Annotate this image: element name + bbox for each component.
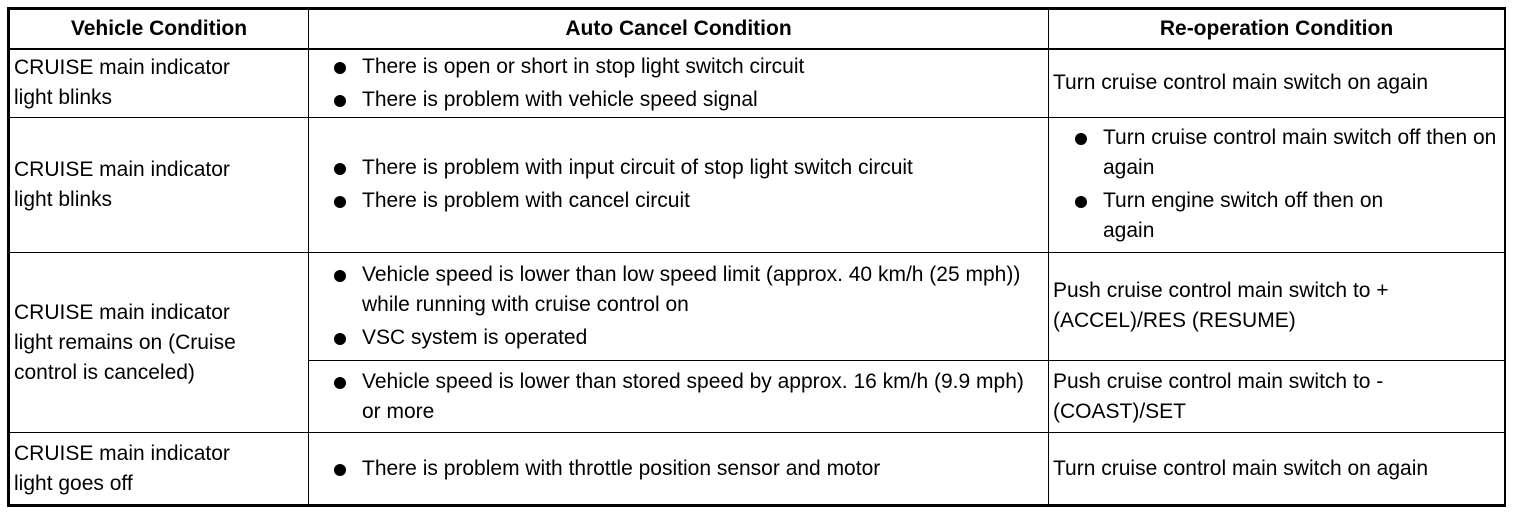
- auto-cancel-cell: [309, 433, 1049, 505]
- auto-cancel-list: [313, 52, 1044, 115]
- bullet-icon: [1075, 133, 1087, 145]
- bullet-icon: [334, 62, 346, 74]
- list-item-text: There is problem with throttle position sensor and motor: [362, 456, 881, 480]
- bullet-icon: [334, 464, 346, 476]
- vehicle-condition-cell: CRUISE main indicator light goes off: [10, 433, 309, 505]
- auto-cancel-list: [313, 454, 1044, 484]
- bullet-icon: [334, 377, 346, 389]
- reoperation-cell: Turn cruise control main switch on again: [1049, 49, 1505, 117]
- list-item-text: There is open or short in stop light switch circuit: [362, 54, 805, 78]
- reoperation-cell: Push cruise control main switch to + (ACCEL)/RES (RESUME): [1049, 252, 1505, 360]
- reoperation-cell: Turn cruise control main switch on again: [1049, 433, 1505, 505]
- cruise-control-table-frame: [7, 7, 1506, 507]
- list-item-text: There is problem with cancel circuit: [362, 189, 690, 213]
- auto-cancel-cell: [309, 360, 1049, 433]
- reoperation-cell: Push cruise control main switch to - (COAST)/SET: [1049, 360, 1505, 433]
- header-reoperation-condition: Re-operation Condition: [1049, 10, 1505, 50]
- auto-cancel-list: [313, 153, 1044, 216]
- list-item: [1053, 186, 1500, 246]
- list-item: [313, 367, 1044, 427]
- list-item: [313, 52, 1044, 82]
- table-row: [10, 252, 1505, 360]
- list-item: [313, 186, 1044, 216]
- auto-cancel-list: [313, 367, 1044, 427]
- header-auto-cancel-condition: Auto Cancel Condition: [309, 10, 1049, 50]
- list-item-text: Vehicle speed is lower than low speed limit (approx. 40 km/h (25 mph)) while running with cruise control on: [362, 262, 1021, 316]
- vehicle-condition-cell: CRUISE main indicator light blinks: [10, 49, 309, 117]
- list-item-text: Vehicle speed is lower than stored speed by approx. 16 km/h (9.9 mph) or more: [362, 369, 1024, 423]
- bullet-icon: [334, 333, 346, 345]
- bullet-icon: [334, 95, 346, 107]
- header-vehicle-condition: Vehicle Condition: [10, 10, 309, 50]
- list-item: [313, 454, 1044, 484]
- list-item: [313, 323, 1044, 353]
- auto-cancel-table: [9, 9, 1505, 505]
- list-item: [313, 260, 1044, 320]
- auto-cancel-cell: [309, 117, 1049, 252]
- auto-cancel-cell: [309, 49, 1049, 117]
- reoperation-cell: [1049, 117, 1505, 252]
- bullet-icon: [334, 163, 346, 175]
- list-item: [313, 85, 1044, 115]
- list-item-text: There is problem with input circuit of stop light switch circuit: [362, 156, 913, 180]
- table-row: [10, 117, 1505, 252]
- auto-cancel-cell: [309, 252, 1049, 360]
- header-row: [10, 10, 1505, 50]
- list-item-text: Turn cruise control main switch off then on again: [1103, 126, 1497, 180]
- table-row: [10, 49, 1505, 117]
- bullet-icon: [334, 196, 346, 208]
- list-item: [1053, 123, 1500, 183]
- table-row: [10, 433, 1505, 505]
- vehicle-condition-cell: CRUISE main indicator light remains on (Cruise control is canceled): [10, 252, 309, 433]
- auto-cancel-list: [313, 260, 1044, 353]
- bullet-icon: [1075, 196, 1087, 208]
- vehicle-condition-cell: CRUISE main indicator light blinks: [10, 117, 309, 252]
- reoperation-list: [1053, 123, 1500, 246]
- list-item-text: Turn engine switch off then on again: [1103, 189, 1384, 243]
- list-item-text: VSC system is operated: [362, 325, 588, 349]
- list-item: [313, 153, 1044, 183]
- bullet-icon: [334, 270, 346, 282]
- list-item-text: There is problem with vehicle speed signal: [362, 87, 758, 111]
